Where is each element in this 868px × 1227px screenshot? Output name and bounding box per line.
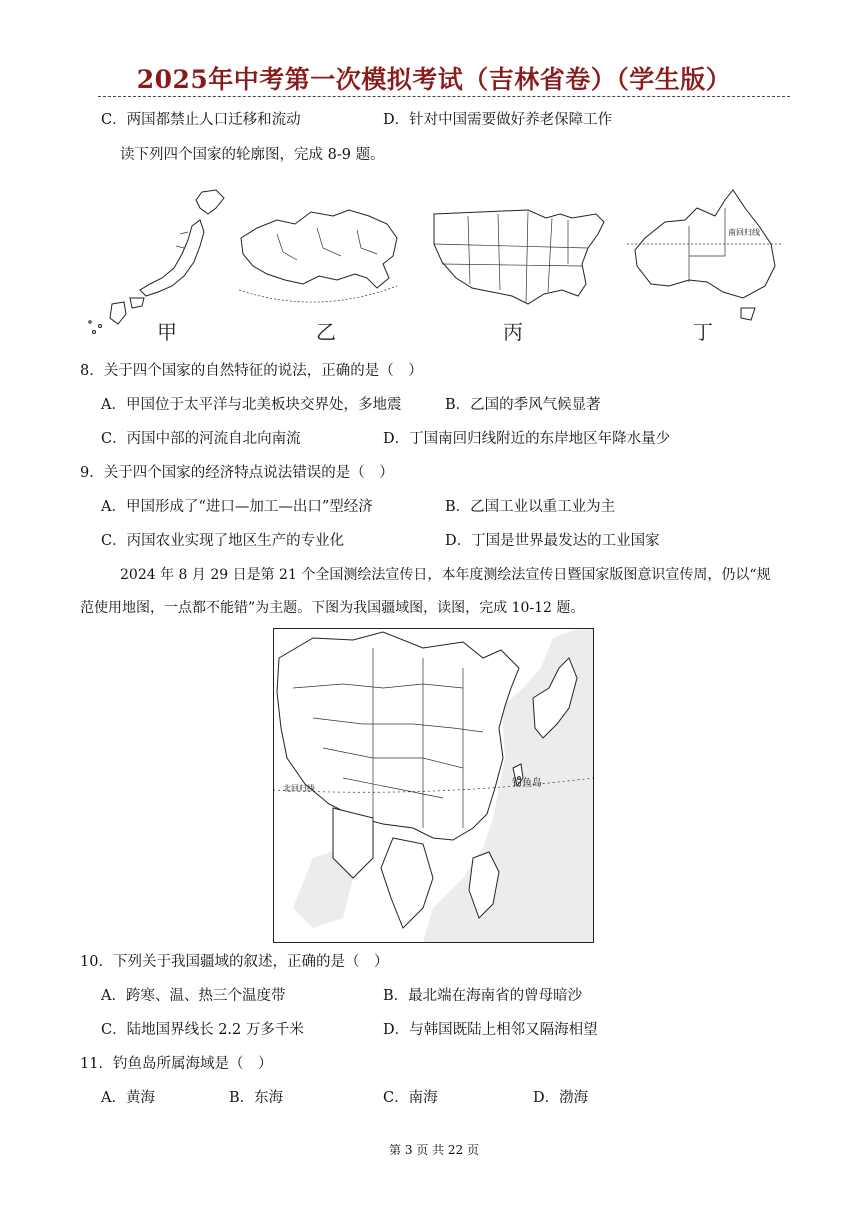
q9-option-b[interactable]: B．乙国工业以重工业为主	[445, 499, 616, 515]
map-label-ding: 丁	[693, 320, 713, 344]
q9-stem: 9．关于四个国家的经济特点说法错误的是（ ）	[80, 465, 394, 481]
map-label-jia: 甲	[157, 320, 177, 344]
q9-option-a[interactable]: A．甲国形成了“进口—加工—出口”型经济	[101, 499, 373, 515]
map-label-bing: 丙	[503, 320, 523, 344]
header-divider	[98, 96, 790, 97]
q8-option-b[interactable]: B．乙国的季风气候显著	[445, 397, 601, 413]
q11-option-c[interactable]: C．南海	[383, 1090, 438, 1106]
q11-option-a[interactable]: A．黄海	[101, 1090, 155, 1106]
intro-10-12-line1: 2024 年 8 月 29 日是第 21 个全国测绘法宣传日，本年度测绘法宣传日暨国家版图意识宣传周，仍以“规	[120, 567, 771, 583]
intro-10-12-line2: 范使用地图，一点都不能错”为主题。下图为我国疆域图，读图，完成 10-12 题。	[80, 600, 585, 616]
map-label-yi: 乙	[316, 320, 336, 344]
map-usa	[428, 204, 608, 316]
q10-option-b[interactable]: B．最北端在海南省的曾母暗沙	[383, 988, 583, 1004]
tropic-label-australia: 南回归线	[728, 228, 760, 237]
map-russia	[237, 204, 402, 309]
q7-option-c[interactable]: C．两国都禁止人口迁移和流动	[101, 112, 301, 128]
q10-option-c[interactable]: C．陆地国界线长 2.2 万多千米	[101, 1022, 304, 1038]
tropic-label-china: 北回归线	[283, 784, 315, 793]
q9-option-d[interactable]: D．丁国是世界最发达的工业国家	[445, 533, 660, 549]
map-japan	[84, 186, 234, 336]
diaoyu-island-label: 钓鱼岛	[512, 778, 542, 789]
q11-stem: 11．钓鱼岛所属海域是（ ）	[80, 1056, 273, 1072]
intro-8-9: 读下列四个国家的轮廓图，完成 8-9 题。	[120, 147, 385, 163]
q11-option-d[interactable]: D．渤海	[533, 1090, 589, 1106]
q7-option-d[interactable]: D．针对中国需要做好养老保障工作	[383, 112, 613, 128]
q10-stem: 10．下列关于我国疆域的叙述，正确的是（ ）	[80, 954, 389, 970]
q11-option-b[interactable]: B．东海	[229, 1090, 284, 1106]
q10-option-a[interactable]: A．跨寒、温、热三个温度带	[101, 988, 286, 1004]
map-china-territory	[273, 628, 594, 943]
q10-option-d[interactable]: D．与韩国既陆上相邻又隔海相望	[383, 1022, 598, 1038]
page-title: 2025年中考第一次模拟考试（吉林省卷）（学生版）	[136, 65, 732, 94]
q8-option-d[interactable]: D．丁国南回归线附近的东岸地区年降水量少	[383, 431, 671, 447]
q8-option-c[interactable]: C．丙国中部的河流自北向南流	[101, 431, 301, 447]
q8-stem: 8．关于四个国家的自然特征的说法，正确的是（ ）	[80, 363, 423, 379]
q9-option-c[interactable]: C．丙国农业实现了地区生产的专业化	[101, 533, 345, 549]
q8-option-a[interactable]: A．甲国位于太平洋与北美板块交界处，多地震	[101, 397, 402, 413]
map-australia	[625, 186, 785, 328]
page-footer: 第 3 页 共 22 页	[389, 1143, 479, 1157]
